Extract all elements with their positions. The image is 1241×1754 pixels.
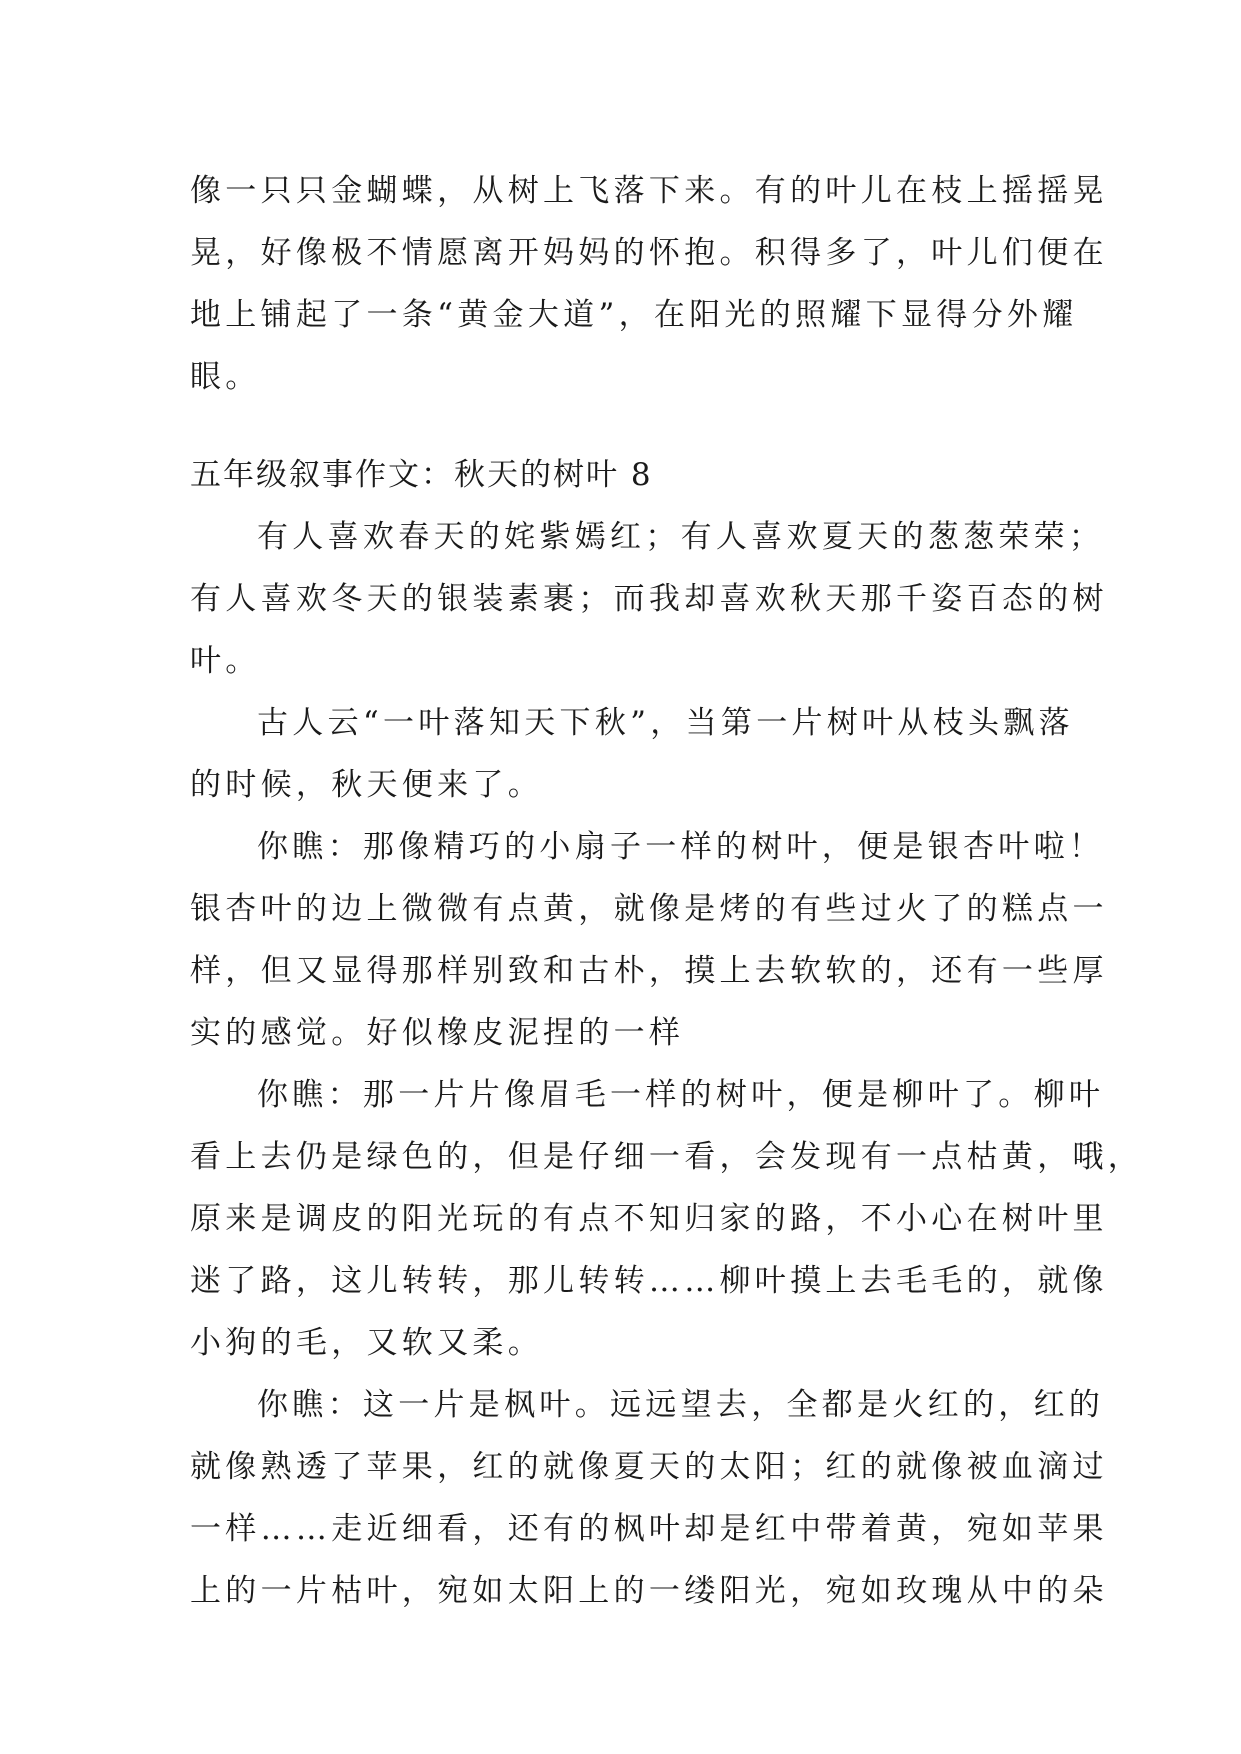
text-line: 的时候，秋天便来了。 — [190, 767, 543, 803]
text-line: 就像熟透了苹果，红的就像夏天的太阳；红的就像被血滴过 — [190, 1449, 1108, 1485]
paragraph-3 — [190, 816, 1108, 1064]
text-line: 上的一片枯叶，宛如太阳上的一缕阳光，宛如玫瑰从中的朵 — [190, 1573, 1108, 1609]
text-line: 晃，好像极不情愿离开妈妈的怀抱。积得多了，叶儿们便在 — [190, 235, 1108, 271]
text-line: 银杏叶的边上微微有点黄，就像是烤的有些过火了的糕点一 — [190, 891, 1108, 927]
document-page — [190, 160, 1144, 1622]
text-line: 看上去仍是绿色的，但是仔细一看，会发现有一点枯黄，哦， — [190, 1139, 1144, 1175]
text-line: 小狗的毛，又软又柔。 — [190, 1325, 543, 1361]
text-line: 实的感觉。好似橡皮泥捏的一样 — [190, 1015, 685, 1051]
text-line: 有人喜欢春天的姹紫嫣红；有人喜欢夏天的葱葱荣荣； — [257, 519, 1105, 555]
text-line: 迷了路，这儿转转，那儿转转……柳叶摸上去毛毛的，就像 — [190, 1263, 1108, 1299]
text-line: 你瞧：那像精巧的小扇子一样的树叶，便是银杏叶啦！ — [257, 829, 1105, 865]
text-line: 一样……走近细看，还有的枫叶却是红中带着黄，宛如苹果 — [190, 1511, 1108, 1547]
text-line: 眼。 — [190, 359, 261, 395]
text-line: 你瞧：这一片是枫叶。远远望去，全都是火红的，红的 — [257, 1387, 1105, 1423]
text-line: 像一只只金蝴蝶，从树上飞落下来。有的叶儿在枝上摇摇晃 — [190, 173, 1108, 209]
text-line: 样，但又显得那样别致和古朴，摸上去软软的，还有一些厚 — [190, 953, 1108, 989]
paragraph-5 — [190, 1374, 1108, 1622]
text-line: 有人喜欢冬天的银装素裹；而我却喜欢秋天那千姿百态的树 — [190, 581, 1108, 617]
text-line: 古人云“一叶落知天下秋”，当第一片树叶从枝头飘落 — [257, 705, 1074, 741]
text-line: 叶。 — [190, 643, 261, 679]
paragraph-2 — [190, 692, 1074, 816]
text-line: 原来是调皮的阳光玩的有点不知归家的路，不小心在树叶里 — [190, 1201, 1108, 1237]
text-line: 你瞧：那一片片像眉毛一样的树叶，便是柳叶了。柳叶 — [257, 1077, 1105, 1113]
paragraph-4 — [190, 1064, 1144, 1374]
continuation-paragraph — [190, 160, 1108, 408]
text-line: 地上铺起了一条“黄金大道”，在阳光的照耀下显得分外耀 — [190, 297, 1078, 333]
spacer — [190, 408, 1060, 444]
paragraph-1 — [190, 506, 1108, 692]
section-title: 五年级叙事作文：秋天的树叶 8 — [190, 457, 653, 493]
